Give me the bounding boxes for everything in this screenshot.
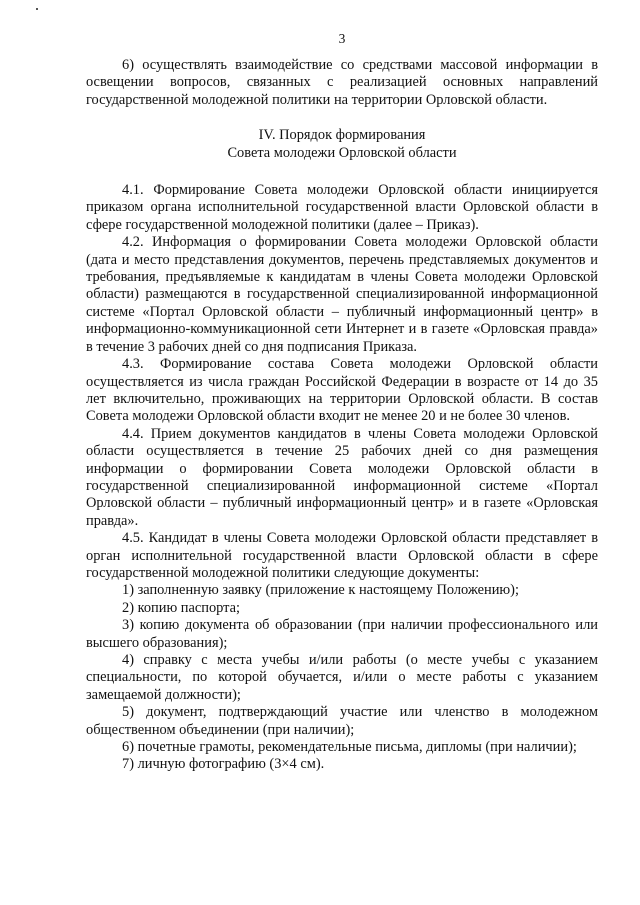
list-item: 4) справку с места учебы и/или работы (о месте учебы с указанием специальности, по которой обучается, и/или о месте работы с указанием замещаемой должности); xyxy=(86,652,598,703)
paragraph-4-4: 4.4. Прием документов кандидатов в члены Совета молодежи Орловской области осуществляется в течение 25 рабочих дней со дня размещения информации о формировании Совета молодежи Орловской области в государственной специализированной информационной системе «Портал Орловской области – публичный информационный центр» и в газете «Орловская правда». xyxy=(86,425,598,529)
scan-speck xyxy=(36,8,38,10)
section-title-line-2: Совета молодежи Орловской области xyxy=(227,144,457,161)
list-item: 2) копию паспорта; xyxy=(122,599,241,616)
list-item: 3) копию документа об образовании (при наличии профессионального или высшего образования); xyxy=(86,617,598,651)
paragraph-4-5: 4.5. Кандидат в члены Совета молодежи Орловской области представляет в орган исполнительной государственной власти Орловской области в сфере государственной молодежной политики следующие документы: xyxy=(86,530,598,581)
intro-paragraph: 6) осуществлять взаимодействие со средствами массовой информации в освещении вопросов, связанных с реализацией основных направлений государственной молодежной политики на территории Орловской области. xyxy=(86,57,598,108)
page-number: 3 xyxy=(338,31,346,46)
paragraph-4-1: 4.1. Формирование Совета молодежи Орловской области инициируется приказом органа исполнительной государственной власти Орловской области в сфере государственной молодежной политики (далее – Приказ). xyxy=(86,182,598,233)
list-item: 7) личную фотографию (3×4 см). xyxy=(122,756,325,773)
paragraph-4-2: 4.2. Информация о формировании Совета молодежи Орловской области (дата и место представления документов, перечень представляемых документов и требования, предъявляемые к кандидатам в члены Совета молодежи Орловской области) размещаются в государственной специализированной информационной системе «Портал Орловской области – публичный информационный центр» в информационно-коммуникационной сети Интернет и в газете «Орловская правда» в течение 3 рабочих дней со дня подписания Приказа. xyxy=(86,234,598,355)
list-item: 6) почетные грамоты, рекомендательные письма, дипломы (при наличии); xyxy=(122,739,577,756)
list-item: 1) заполненную заявку (приложение к настоящему Положению); xyxy=(122,582,519,599)
paragraph-4-3: 4.3. Формирование состава Совета молодежи Орловской области осуществляется из числа граждан Российской Федерации в возрасте от 14 до 35 лет включительно, проживающих на территории Орловской области. В состав Совета молодежи Орловской области входит не менее 20 и не более 30 членов. xyxy=(86,356,598,425)
section-title-line-1: IV. Порядок формирования xyxy=(258,127,426,144)
list-item: 5) документ, подтверждающий участие или членство в молодежном общественном объединении (при наличии); xyxy=(86,704,598,738)
document-page xyxy=(86,30,598,774)
section-heading xyxy=(86,127,598,162)
